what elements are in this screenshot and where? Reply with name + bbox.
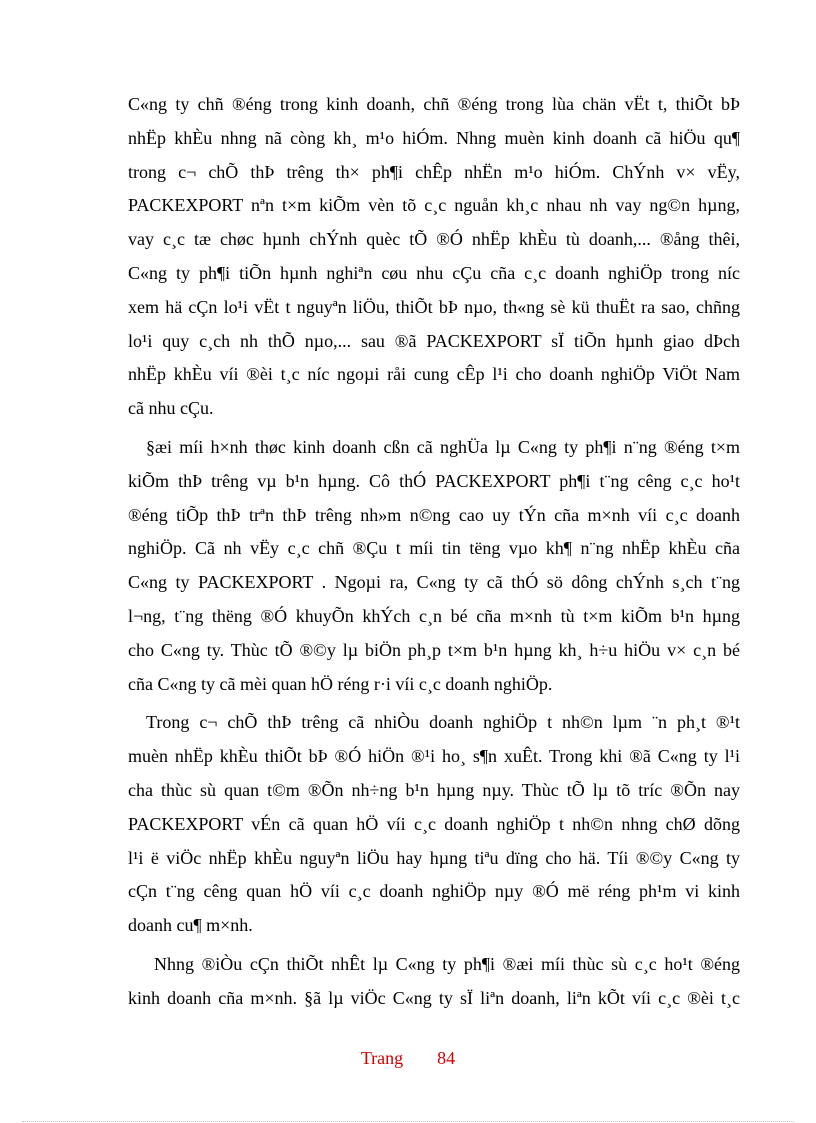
text-line: nhËp khÈu nhng nã còng kh¸ m¹o hiÓm. Nhng muèn kinh doanh cã hiÖu qu¶ [128,127,740,148]
text-line: Trong c¬ chÕ thÞ trêng cã nhiÒu doanh nghiÖp t nh©n lµm ¨n ph¸t ®¹t [146,712,740,733]
text-line: cho C«ng ty. Thùc tÕ ®©y lµ biÖn ph¸p t×m b¹n hµng kh¸ h÷u hiÖu v× c¸n bé [128,639,740,660]
text-line: lo¹i quy c¸ch nh thÕ nµo,... sau ®ã PACKEXPORT sÏ tiÕn hµnh giao dÞch [128,330,740,351]
page-label: Trang [360,1048,404,1068]
text-line: Nhng ®iÒu cÇn thiÕt nhÊt lµ C«ng ty ph¶i ®æi míi thùc sù c¸c ho¹t ®éng [154,953,740,974]
text-line: muèn nhËp khÈu thiÕt bÞ ®Ó hiÖn ®¹i ho¸ s¶n xuÊt. Trong khi ®ã C«ng ty l¹i [128,746,740,767]
paragraph [128,431,740,701]
text-line: PACKEXPORT vÉn cã quan hÖ víi c¸c doanh nghiÖp t nh©n nhng chØ dõng [128,813,740,834]
text-line: kiÕm thÞ trêng vµ b¹n hµng. Cô thÓ PACKEXPORT ph¶i t¨ng cêng c¸c ho¹t [128,470,740,491]
text-line: cã nhu cÇu. [128,398,214,419]
text-line: xem hä cÇn lo¹i vËt t nguyªn liÖu, thiÕt bÞ nµo, th«ng sè kü thuËt ra sao, chñng [128,296,740,317]
text-line: PACKEXPORT nªn t×m kiÕm vèn tõ c¸c nguån kh¸c nhau nh vay ng©n hµng, [128,195,740,216]
text-line: trong c¬ chÕ thÞ trêng th× ph¶i chÊp nhËn m¹o hiÓm. ChÝnh v× vËy, [128,161,740,182]
bottom-divider [22,1121,794,1122]
paragraph [128,948,740,1016]
text-line: C«ng ty chñ ®éng trong kinh doanh, chñ ®éng trong lùa chän vËt t, thiÕt bÞ [128,94,740,114]
text-line: l¹i ë viÖc nhËp khÈu nguyªn liÖu hay hµng tiªu dïng cho hä. Tíi ®©y C«ng ty [128,847,740,868]
paragraph [128,706,740,943]
text-line: C«ng ty PACKEXPORT . Ngoµi ra, C«ng ty cã thÓ sö dông chÝnh s¸ch t¨ng [128,572,740,593]
text-line: nhËp khÈu víi ®èi t¸c níc ngoµi råi cung cÊp l¹i cho doanh nghiÖp ViÖt Nam [128,364,740,385]
text-line: C«ng ty ph¶i tiÕn hµnh nghiªn cøu nhu cÇu cña c¸c doanh nghiÖp trong níc [128,262,740,283]
page-number: 84 [437,1048,456,1068]
text-line: cña C«ng ty cã mèi quan hÖ réng r·i víi c¸c doanh nghiÖp. [128,673,553,694]
text-line: vay c¸c tæ chøc hµnh chÝnh quèc tÕ ®Ó nhËp khÈu tù doanh,... ®ång thêi, [128,229,740,250]
text-line: nghiÖp. Cã nh vËy c¸c chñ ®Çu t míi tin tëng vµo kh¶ n¨ng nhËp khÈu cña [128,538,740,559]
text-line: cÇn t¨ng cêng quan hÖ víi c¸c doanh nghiÖp nµy ®Ó më réng ph¹m vi kinh [128,881,740,902]
text-line: cha thùc sù quan t©m ®Õn nh÷ng b¹n hµng nµy. Thùc tÕ lµ tõ tríc ®Õn nay [128,779,740,800]
paragraph [128,88,740,426]
text-line: doanh cu¶ m×nh. [128,915,253,936]
text-line: l¬ng, t¨ng thëng ®Ó khuyÕn khÝch c¸n bé cña m×nh tù t×m kiÕm b¹n hµng [128,605,740,626]
page-footer [0,1048,816,1069]
text-line: §æi míi h×nh thøc kinh doanh cßn cã nghÜa lµ C«ng ty ph¶i n¨ng ®éng t×m [146,436,740,457]
text-line: ®éng tiÕp thÞ trªn thÞ trêng nh»m n©ng cao uy tÝn cña m×nh víi c¸c doanh [128,504,740,525]
text-line: kinh doanh cña m×nh. §ã lµ viÖc C«ng ty sÏ liªn doanh, liªn kÕt víi c¸c ®èi t¸c [128,987,740,1008]
body-text [128,88,740,1016]
